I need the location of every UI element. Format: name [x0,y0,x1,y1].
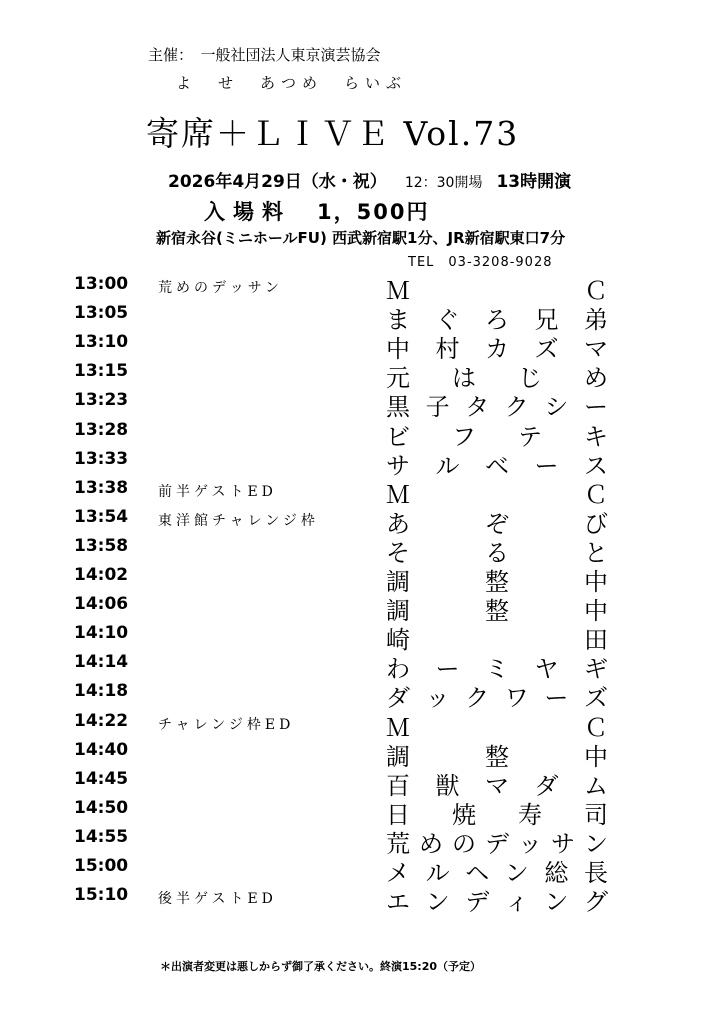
footer-notice: ＊出演者変更は悪しからず御了承ください。終演15:20（予定） [160,960,482,973]
slot-time: 13:05 [74,303,129,324]
schedule-row [0,271,724,305]
slot-time: 14:40 [74,739,129,760]
venue-info: 新宿永谷(ミニホールFU) 西武新宿駅1分、JR新宿駅東口7分 [156,229,566,247]
performer-name: 調 整 中 [386,568,608,596]
schedule-row [0,562,724,596]
slot-note: 後半ゲストED [158,891,277,908]
performer-name: 日 焼 寿 司 [386,800,608,829]
slot-time: 15:10 [74,885,129,906]
start-time: 13時開演 [496,172,572,192]
performer-name: 中 村 カ ズ マ [386,335,608,364]
schedule-row [0,591,724,626]
performer-name: 百 獣 マ ダ ム [386,771,608,800]
event-date-line [168,167,571,192]
slot-note: チャレンジ枠ED [158,716,295,733]
schedule-row [0,620,724,655]
performer-name: ビ フ テ キ [386,422,608,451]
schedule-row [0,300,724,335]
slot-time: 14:14 [74,652,129,673]
slot-time: 14:50 [74,797,129,818]
slot-time: 13:58 [74,535,129,556]
phone-number: TEL 03-3208-9028 [408,255,553,270]
schedule-row [0,708,724,742]
performer-name: 調 整 中 [386,597,608,626]
performer-name: 崎 田 [386,626,608,655]
doors-time: 12：30開場 [404,175,483,191]
performer-name: エ ン デ ィ ン グ [386,888,608,917]
performer-name: Ｍ Ｃ [386,480,608,509]
slot-time: 15:00 [74,856,129,876]
schedule-row [0,737,724,771]
slot-time: 13:15 [74,361,129,382]
event-date: 2026年4月29日（水・祝） [168,172,387,192]
performer-name: あ ぞ び [386,509,608,538]
schedule-row [0,358,724,393]
performer-name: 調 整 中 [386,742,608,771]
slot-time: 13:10 [74,332,129,353]
fee-amount: 1，500円 [317,200,430,224]
slot-time: 14:10 [74,623,129,644]
schedule-row [0,533,724,567]
schedule-row [0,882,724,917]
slot-time: 13:00 [74,274,129,294]
slot-time: 14:22 [74,710,129,731]
performer-name: Ｍ Ｃ [386,277,608,305]
slot-note: 荒めのデッサン [158,280,284,296]
performer-name: 黒 子 タ ク シ ー [386,393,608,422]
admission-fee [204,196,429,226]
schedule-row [0,329,724,364]
performer-name: ダ ッ ク ワ ー ズ [386,684,608,713]
schedule-row [0,678,724,713]
schedule-row [0,766,724,800]
slot-time: 14:06 [74,594,129,615]
fee-label: 入場料 [204,200,291,224]
performer-name: 元 は じ め [386,364,608,393]
performer-name: そ る と [386,538,608,567]
schedule-row [0,475,724,509]
event-title: 寄席＋ＬＩＶＥ Vol.73 [146,114,520,153]
slot-time: 13:54 [74,506,129,527]
schedule-row [0,417,724,451]
performer-name: ま ぐ ろ 兄 弟 [386,306,608,335]
slot-note: 東洋館チャレンジ枠 [158,512,319,529]
performer-name: Ｍ Ｃ [386,713,608,742]
performer-name: メ ル ヘ ン 総 長 [386,859,608,887]
slot-time: 14:45 [74,768,129,789]
schedule-row [0,649,724,684]
slot-time: 14:02 [74,565,129,585]
schedule-row [0,504,724,538]
event-subtitle: よ せ あつめ らいぶ [176,74,408,92]
performer-name: サ ル ベ ー ス [386,451,608,480]
schedule-row [0,795,724,829]
slot-time: 13:28 [74,419,129,440]
slot-note: 前半ゲストED [158,483,277,500]
performer-name: 荒 め の デ ッ サ ン [386,829,608,858]
schedule-row [0,446,724,480]
schedule-row [0,853,724,887]
slot-time: 13:33 [74,448,129,469]
slot-time: 13:23 [74,390,129,411]
slot-time: 13:38 [74,477,129,498]
schedule-row [0,387,724,422]
slot-time: 14:18 [74,681,129,702]
performer-name: わ ー ミ ヤ ギ [386,655,608,684]
schedule-row [0,824,724,858]
organizer-line: 主催： 一般社団法人東京演芸協会 [148,46,381,64]
slot-time: 14:55 [74,826,129,847]
